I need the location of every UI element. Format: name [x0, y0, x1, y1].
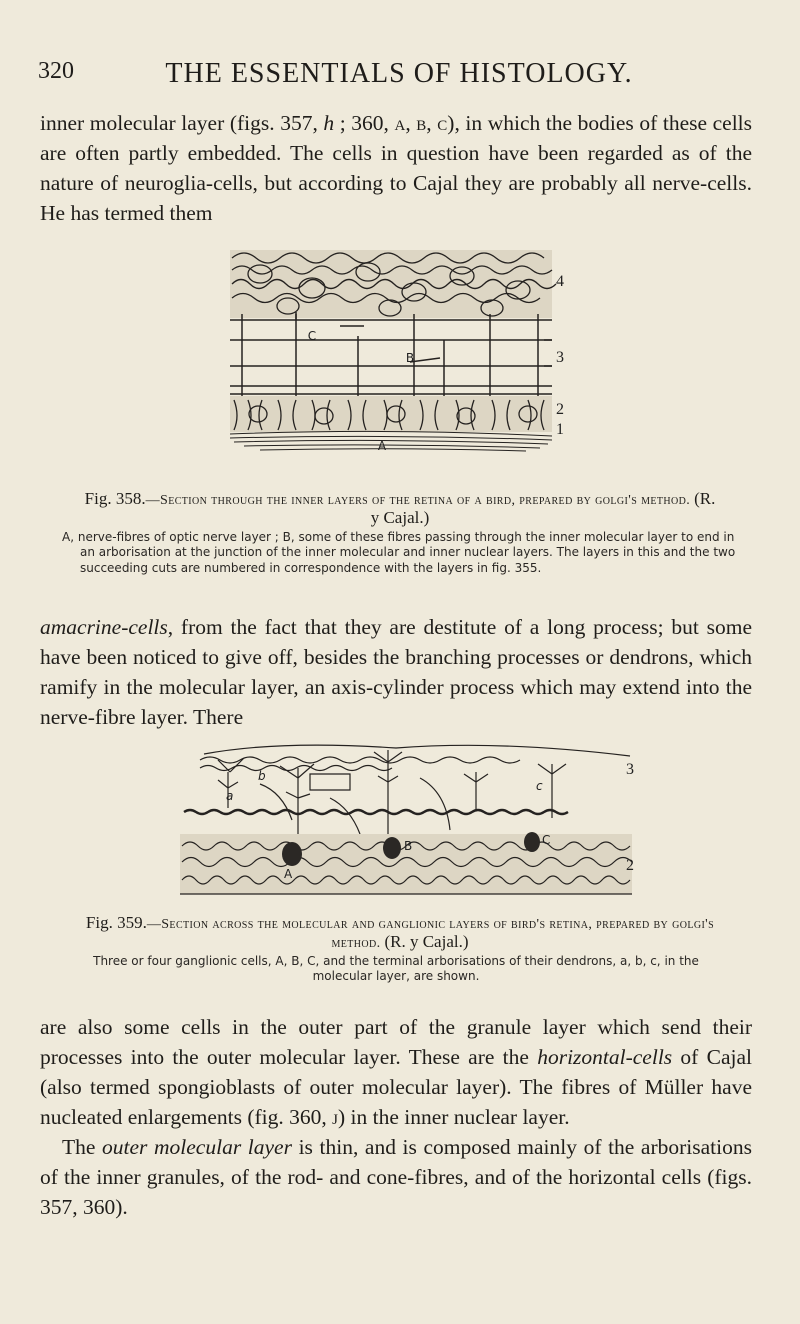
fig358-layer-2: 2	[556, 401, 564, 418]
fig358-layer-1: 1	[556, 421, 564, 438]
fig359-label-A: A	[284, 867, 293, 881]
fig359-layer-2: 2	[626, 857, 634, 874]
page-number: 320	[38, 58, 74, 84]
fig358-layer-4: 4	[556, 273, 564, 290]
paragraph-3: are also some cells in the outer part of the granule layer which send their processes into the outer molecular layer. These are the horizontal-cells of Cajal (also termed spongioblasts of outer molecular layer). The fibres of Müller have nucleated enlargements (fig. 360, j) in the inner nuclear layer.	[40, 1015, 752, 1129]
fig358-top-cell-layer	[230, 250, 556, 318]
figure-359-legend: Three or four ganglionic cells, A, B, C, and the terminal arborisations of their dendrons, a, b, c, in the molecular layer, are shown.	[93, 954, 699, 984]
fig359-label-c: c	[536, 779, 543, 793]
fig359-label-a: a	[226, 789, 234, 803]
fig358-ganglion-layer	[230, 396, 552, 432]
fig358-layer-3: 3	[556, 349, 564, 366]
fig359-label-C: C	[542, 833, 551, 847]
figure-358-illustration	[200, 244, 580, 482]
paragraph-2: amacrine-cells, from the fact that they are destitute of a long process; but some have been noticed to give off, besides the branching processes or dendrons, which ramify in the molecular layer, an axis-cylinder process which may extend into the nerve-fibre layer. There	[40, 615, 752, 729]
fig359-label-b: b	[258, 769, 266, 783]
paragraph-4: The outer molecular layer is thin, and is composed mainly of the arborisations of the inner granules, of the rod- and cone-fibres, and of the horizontal cells (figs. 357, 360).	[40, 1135, 752, 1219]
page-header	[38, 58, 760, 98]
figure-358-caption: Fig. 358.—Section through the inner layers of the retina of a bird, prepared by golgi's method. (R. y Cajal.)	[84, 489, 716, 527]
fig358-label-C: C	[307, 329, 317, 343]
figure-358-legend: A, nerve-fibres of optic nerve layer ; B, some of these fibres passing through the inner molecular layer to end in an arborisation at the junction of the inner molecular and inner nuclear layers. The layers in this and the two succeeding cuts are numbered in correspondence with the layers in fig. 355.	[62, 530, 736, 575]
fig359-layer-3: 3	[626, 761, 634, 778]
fig359-label-B: B	[404, 839, 413, 853]
fig358-label-B: B	[405, 351, 415, 365]
running-head: THE ESSENTIALS OF HISTOLOGY.	[165, 58, 633, 89]
figure-359-illustration	[160, 738, 640, 906]
paragraph-1: inner molecular layer (figs. 357, h ; 360, a, b, c), in which the bodies of these cells are often partly embedded. The cells in question have been regarded as of the nature of neuroglia-cells, but according to Cajal they are probably all nerve-cells. He has termed them	[40, 111, 753, 225]
figure-359-caption: Fig. 359.—Section across the molecular and ganglionic layers of bird's retina, prepared by golgi's method. (R. y Cajal.)	[85, 913, 715, 951]
fig358-label-A: A	[377, 439, 387, 453]
